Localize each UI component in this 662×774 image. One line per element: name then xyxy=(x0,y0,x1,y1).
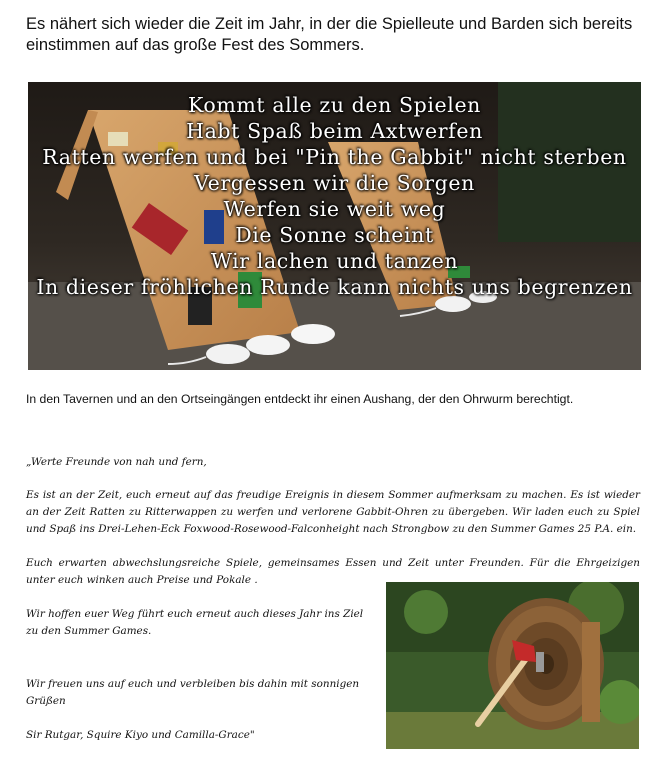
letter-paragraph-1: Es ist an der Zeit, euch erneut auf das freudige Ereignis in diesem Sommer aufmerksam zu machen. Es ist wieder an der Zeit Ratten zu Ritterwappen zu werfen und verlorene Gabbit-Ohren zu übergeben. Wir laden euch zu Spiel und Spaß ins Drei-Lehen-Eck Foxwood-Rosewood-Falconheight nach Strongbow zu den Summer Games 25 P.A. ein. xyxy=(26,489,640,535)
poem-line: Ratten werfen und bei "Pin the Gabbit" nicht sterben xyxy=(42,145,627,169)
poem xyxy=(28,92,641,300)
letter-paragraph-2: Euch erwarten abwechslungsreiche Spiele, gemeinsames Essen und Zeit unter Freunden. Für die Ehrgeizigen unter euch winken auch Preise und Pokale . xyxy=(26,557,640,586)
letter-greeting: „Werte Freunde von nah und fern, xyxy=(26,456,207,468)
poem-line: In dieser fröhlichen Runde kann nichts uns begrenzen xyxy=(36,275,633,299)
poem-line: Habt Spaß beim Axtwerfen xyxy=(186,119,483,143)
rat-figure-2 xyxy=(246,335,290,355)
rat-figure-3 xyxy=(291,324,335,344)
notice-text: In den Tavernen und an den Ortseingängen entdeckt ihr einen Aushang, der den Ohrwurm berechtigt. xyxy=(26,392,574,406)
letter-paragraph-4: Wir freuen uns auf euch und verbleiben bis dahin mit sonnigen Grüßen xyxy=(26,678,360,707)
poem-line: Wir lachen und tanzen xyxy=(210,249,459,273)
rat-figure-1 xyxy=(206,344,250,364)
axe-in-target-illustration xyxy=(386,582,639,749)
banner-image xyxy=(28,82,641,370)
axe-target-image xyxy=(386,582,639,749)
poem-line: Werfen sie weit weg xyxy=(223,197,446,221)
poem-line: Vergessen wir die Sorgen xyxy=(194,171,475,195)
poem-line: Kommt alle zu den Spielen xyxy=(188,93,481,117)
letter-signature: Sir Rutgar, Squire Kiyo und Camilla-Grace" xyxy=(26,729,255,741)
intro-text: Es nähert sich wieder die Zeit im Jahr, in der die Spielleute und Barden sich bereits einstimmen auf das große Fest des Sommers. xyxy=(26,15,633,54)
letter-paragraph-3: Wir hoffen euer Weg führt euch erneut auch dieses Jahr ins Ziel zu den Summer Games. xyxy=(26,608,364,637)
poem-line: Die Sonne scheint xyxy=(235,223,434,247)
